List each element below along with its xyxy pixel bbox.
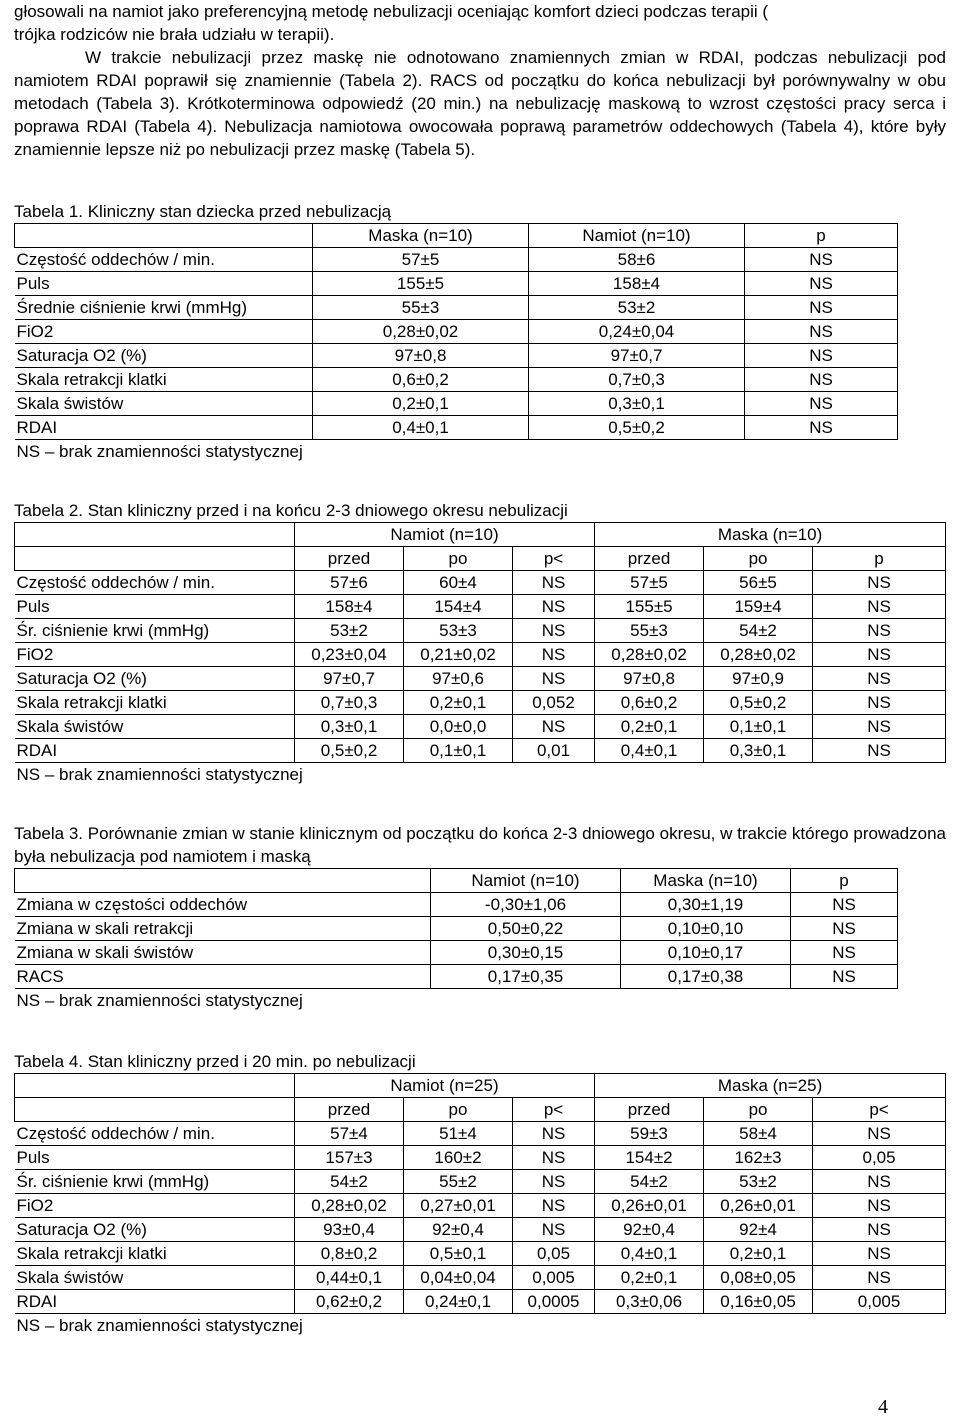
header-cell-empty [15,224,313,248]
table-cell: 56±5 [704,571,813,595]
table-cell: NS [813,715,946,739]
table-row [15,893,898,917]
table-cell: 97±0,6 [404,667,513,691]
table-cell: 0,28±0,02 [704,643,813,667]
table-row [15,917,898,941]
note-row [15,763,946,787]
subheader-cell: przed [595,547,704,571]
table-cell: NS [813,1170,946,1194]
row-label: Zmiana w częstości oddechów [15,893,431,917]
header-cell: p [745,224,898,248]
row-label: Zmiana w skali świstów [15,941,431,965]
table-cell: 159±4 [704,595,813,619]
table-cell: 0,21±0,02 [404,643,513,667]
table-row [15,344,898,368]
header-cell-empty [15,523,295,547]
row-label: FiO2 [15,320,313,344]
row-label: Puls [15,272,313,296]
row-label: Skala świstów [15,392,313,416]
table-cell: 0,3±0,1 [529,392,745,416]
header-row [15,869,898,893]
table-cell: 0,10±0,10 [621,917,791,941]
table-row [15,368,898,392]
header-cell-empty [15,1074,295,1098]
row-label: FiO2 [15,1194,295,1218]
table-cell: 0,44±0,1 [295,1266,404,1290]
table-cell: 0,28±0,02 [313,320,529,344]
row-label: RDAI [15,1290,295,1314]
table-row [15,392,898,416]
table-cell: 0,2±0,1 [595,715,704,739]
row-label: Skala retrakcji klatki [15,368,313,392]
row-label: Częstość oddechów / min. [15,1122,295,1146]
table-cell: NS [813,667,946,691]
table-cell: 55±2 [404,1170,513,1194]
table-cell: 0,3±0,06 [595,1290,704,1314]
table2-section [14,499,946,786]
table-cell: NS [745,320,898,344]
row-label: Saturacja O2 (%) [15,667,295,691]
table-cell: NS [813,1194,946,1218]
table-cell: 158±4 [529,272,745,296]
table-cell: NS [745,392,898,416]
table-note: NS – brak znamienności statystycznej [16,442,303,461]
table-row [15,691,946,715]
header-cell: Maska (n=10) [621,869,791,893]
table-note: NS – brak znamienności statystycznej [16,765,303,784]
table-cell: 0,0005 [513,1290,595,1314]
table-cell: 54±2 [295,1170,404,1194]
note-row [15,440,898,464]
table-cell: 0,26±0,01 [595,1194,704,1218]
table-cell: 0,005 [813,1290,946,1314]
table-cell: 0,5±0,2 [529,416,745,440]
row-label: Częstość oddechów / min. [15,248,313,272]
table4 [14,1073,946,1337]
table-cell: 0,01 [513,739,595,763]
table-cell: 97±0,8 [313,344,529,368]
table-cell: 0,7±0,3 [529,368,745,392]
table1 [14,223,898,463]
table-cell: 59±3 [595,1122,704,1146]
table-cell: NS [513,643,595,667]
table-row [15,965,898,989]
table-row [15,595,946,619]
table-cell: 0,6±0,2 [595,691,704,715]
row-label: FiO2 [15,643,295,667]
table-cell: NS [513,1194,595,1218]
table-cell: 57±5 [595,571,704,595]
table-cell: 158±4 [295,595,404,619]
table-row [15,571,946,595]
subheader-cell: po [404,1098,513,1122]
table-cell: 0,6±0,2 [313,368,529,392]
table-row [15,739,946,763]
table-row [15,643,946,667]
table-cell: 155±5 [595,595,704,619]
table-cell: 55±3 [313,296,529,320]
table-cell: NS [813,739,946,763]
table-cell: 0,50±0,22 [431,917,621,941]
table-cell: 0,30±0,15 [431,941,621,965]
table-cell: NS [791,941,898,965]
row-label: Skala retrakcji klatki [15,1242,295,1266]
table-cell: NS [513,571,595,595]
table-cell: 93±0,4 [295,1218,404,1242]
header-cell-empty [15,547,295,571]
table-cell: NS [745,344,898,368]
table2-caption: Tabela 2. Stan kliniczny przed i na końcu 2-3 dniowego okresu nebulizacji [14,501,568,520]
table-cell: 0,16±0,05 [704,1290,813,1314]
table-cell: 0,08±0,05 [704,1266,813,1290]
intro-line-2: trójka rodziców nie brała udziału w terapii). [14,25,335,44]
table-cell: 92±0,4 [595,1218,704,1242]
table-row [15,1194,946,1218]
subheader-cell: p [813,547,946,571]
table-cell: NS [745,368,898,392]
subheader-cell: po [404,547,513,571]
group-header: Namiot (n=25) [295,1074,595,1098]
table-row [15,1218,946,1242]
table4-caption: Tabela 4. Stan kliniczny przed i 20 min. po nebulizacji [14,1052,416,1071]
table-cell: 54±2 [595,1170,704,1194]
table-cell: 0,4±0,1 [595,1242,704,1266]
table-cell: 0,17±0,38 [621,965,791,989]
header-row [15,224,898,248]
table-cell: 0,24±0,04 [529,320,745,344]
subheader-cell: p< [813,1098,946,1122]
row-label: Saturacja O2 (%) [15,1218,295,1242]
table-cell: 57±5 [313,248,529,272]
row-label: RDAI [15,739,295,763]
row-label: RACS [15,965,431,989]
table-cell: NS [813,1266,946,1290]
table-cell: NS [745,296,898,320]
subheader-row [15,1098,946,1122]
subheader-row [15,547,946,571]
table-cell: 0,5±0,2 [295,739,404,763]
table-cell: 0,5±0,2 [704,691,813,715]
table-row [15,667,946,691]
header-cell-empty [15,1098,295,1122]
table3 [14,868,898,1012]
table-row [15,1242,946,1266]
table-row [15,1170,946,1194]
intro-line-1: głosowali na namiot jako preferencyjną metodę nebulizacji oceniając komfort dzieci podczas terapii ( [14,2,769,21]
group-header-row [15,523,946,547]
table-cell: 157±3 [295,1146,404,1170]
table-row [15,1266,946,1290]
table-row [15,248,898,272]
table-row [15,941,898,965]
table-cell: 60±4 [404,571,513,595]
row-label: Śr. ciśnienie krwi (mmHg) [15,1170,295,1194]
table-cell: NS [813,619,946,643]
table-cell: 0,05 [813,1146,946,1170]
table-cell: 97±0,8 [595,667,704,691]
table-cell: 58±4 [704,1122,813,1146]
table-cell: 0,8±0,2 [295,1242,404,1266]
subheader-cell: przed [595,1098,704,1122]
table-cell: NS [813,595,946,619]
subheader-cell: po [704,547,813,571]
table-cell: 92±0,4 [404,1218,513,1242]
table-cell: 53±2 [704,1170,813,1194]
table-row [15,619,946,643]
table-cell: NS [513,1146,595,1170]
row-label: Częstość oddechów / min. [15,571,295,595]
table-row [15,272,898,296]
table-row [15,1122,946,1146]
row-label: RDAI [15,416,313,440]
row-label: Zmiana w skali retrakcji [15,917,431,941]
table-cell: 0,3±0,1 [295,715,404,739]
group-header: Maska (n=25) [595,1074,946,1098]
table-cell: 55±3 [595,619,704,643]
header-cell: Namiot (n=10) [431,869,621,893]
table1-caption: Tabela 1. Kliniczny stan dziecka przed nebulizacją [14,202,392,221]
table-note: NS – brak znamienności statystycznej [16,1316,303,1335]
table-cell: 0,04±0,04 [404,1266,513,1290]
table-cell: NS [813,691,946,715]
table-cell: 0,28±0,02 [595,643,704,667]
table-cell: NS [813,1122,946,1146]
row-label: Skala świstów [15,1266,295,1290]
table-row [15,1146,946,1170]
table-cell: 97±0,9 [704,667,813,691]
table-cell: NS [813,571,946,595]
subheader-cell: p< [513,1098,595,1122]
table-cell: NS [513,619,595,643]
group-header: Namiot (n=10) [295,523,595,547]
table-cell: NS [513,1122,595,1146]
group-header: Maska (n=10) [595,523,946,547]
table-cell: 0,28±0,02 [295,1194,404,1218]
intro-section [14,0,946,161]
intro-paragraph: W trakcie nebulizacji przez maskę nie odnotowano znamiennych zmian w RDAI, podczas nebulizacji pod namiotem RDAI poprawił się znamiennie (Tabela 2). RACS od początku do końca nebulizacji był porównywalny w obu metodach (Tabela 3). Krótkoterminowa odpowiedź (20 min.) na nebulizację maskową to wzrost częstości pracy serca i poprawa RDAI (Tabela 4). Nebulizacja namiotowa owocowała poprawą parametrów oddechowych (Tabela 4), które były znamiennie lepsze niż po nebulizacji przez maskę (Tabela 5). [14,48,946,159]
table3-section [14,822,946,1012]
table-cell: NS [791,893,898,917]
table-cell: 162±3 [704,1146,813,1170]
table-cell: 54±2 [704,619,813,643]
table-cell: 0,24±0,1 [404,1290,513,1314]
table-cell: 57±6 [295,571,404,595]
table-cell: NS [513,667,595,691]
header-cell: Namiot (n=10) [529,224,745,248]
table-cell: 0,2±0,1 [595,1266,704,1290]
row-label: Puls [15,595,295,619]
table-cell: 0,26±0,01 [704,1194,813,1218]
table-cell: NS [813,1218,946,1242]
header-cell-empty [15,869,431,893]
group-header-row [15,1074,946,1098]
table-cell: 58±6 [529,248,745,272]
table-cell: 0,62±0,2 [295,1290,404,1314]
table-cell: -0,30±1,06 [431,893,621,917]
subheader-cell: po [704,1098,813,1122]
table-cell: 53±3 [404,619,513,643]
table-row [15,320,898,344]
table-cell: NS [513,715,595,739]
table-row [15,715,946,739]
table-cell: 0,3±0,1 [704,739,813,763]
table-cell: 57±4 [295,1122,404,1146]
table-cell: 155±5 [313,272,529,296]
table-cell: NS [813,1242,946,1266]
table4-section [14,1050,946,1337]
row-label: Skala retrakcji klatki [15,691,295,715]
row-label: Śr. ciśnienie krwi (mmHg) [15,619,295,643]
table-note: NS – brak znamienności statystycznej [16,991,303,1010]
table-cell: 0,2±0,1 [404,691,513,715]
table-cell: NS [745,248,898,272]
table-cell: 0,10±0,17 [621,941,791,965]
table1-section [14,200,898,463]
table-cell: 0,1±0,1 [704,715,813,739]
note-row [15,989,898,1013]
subheader-cell: przed [295,547,404,571]
table-cell: 0,1±0,1 [404,739,513,763]
table-cell: NS [513,1218,595,1242]
header-cell: Maska (n=10) [313,224,529,248]
table-row [15,1290,946,1314]
table-row [15,296,898,320]
table-cell: 0,005 [513,1266,595,1290]
table-cell: NS [813,643,946,667]
table-cell: 0,4±0,1 [595,739,704,763]
table-cell: NS [791,917,898,941]
table-cell: NS [791,965,898,989]
table-cell: 0,0±0,0 [404,715,513,739]
table-cell: 0,2±0,1 [704,1242,813,1266]
table-cell: 51±4 [404,1122,513,1146]
table-cell: 0,7±0,3 [295,691,404,715]
table-cell: 97±0,7 [295,667,404,691]
table-cell: 160±2 [404,1146,513,1170]
subheader-cell: p< [513,547,595,571]
table2 [14,522,946,786]
row-label: Saturacja O2 (%) [15,344,313,368]
table-cell: 97±0,7 [529,344,745,368]
table-cell: 0,30±1,19 [621,893,791,917]
table-cell: NS [513,1170,595,1194]
note-row [15,1314,946,1338]
table-cell: 53±2 [529,296,745,320]
table-cell: 0,2±0,1 [313,392,529,416]
table-cell: 0,5±0,1 [404,1242,513,1266]
table-cell: 0,23±0,04 [295,643,404,667]
row-label: Średnie ciśnienie krwi (mmHg) [15,296,313,320]
table-cell: 154±4 [404,595,513,619]
table-row [15,416,898,440]
table-cell: NS [513,595,595,619]
table-cell: 0,05 [513,1242,595,1266]
table3-caption: Tabela 3. Porównanie zmian w stanie klinicznym od początku do końca 2-3 dniowego okresu, w trakcie którego prowadzona była nebulizacja pod namiotem i maską [14,824,946,866]
table-cell: 92±4 [704,1218,813,1242]
table-cell: 0,27±0,01 [404,1194,513,1218]
row-label: Puls [15,1146,295,1170]
table-cell: 0,4±0,1 [313,416,529,440]
row-label: Skala świstów [15,715,295,739]
table-cell: 0,17±0,35 [431,965,621,989]
table-cell: 154±2 [595,1146,704,1170]
table-cell: NS [745,416,898,440]
header-cell: p [791,869,898,893]
table-cell: 53±2 [295,619,404,643]
table-cell: 0,052 [513,691,595,715]
table-cell: NS [745,272,898,296]
subheader-cell: przed [295,1098,404,1122]
page-number: 4 [878,1396,888,1418]
